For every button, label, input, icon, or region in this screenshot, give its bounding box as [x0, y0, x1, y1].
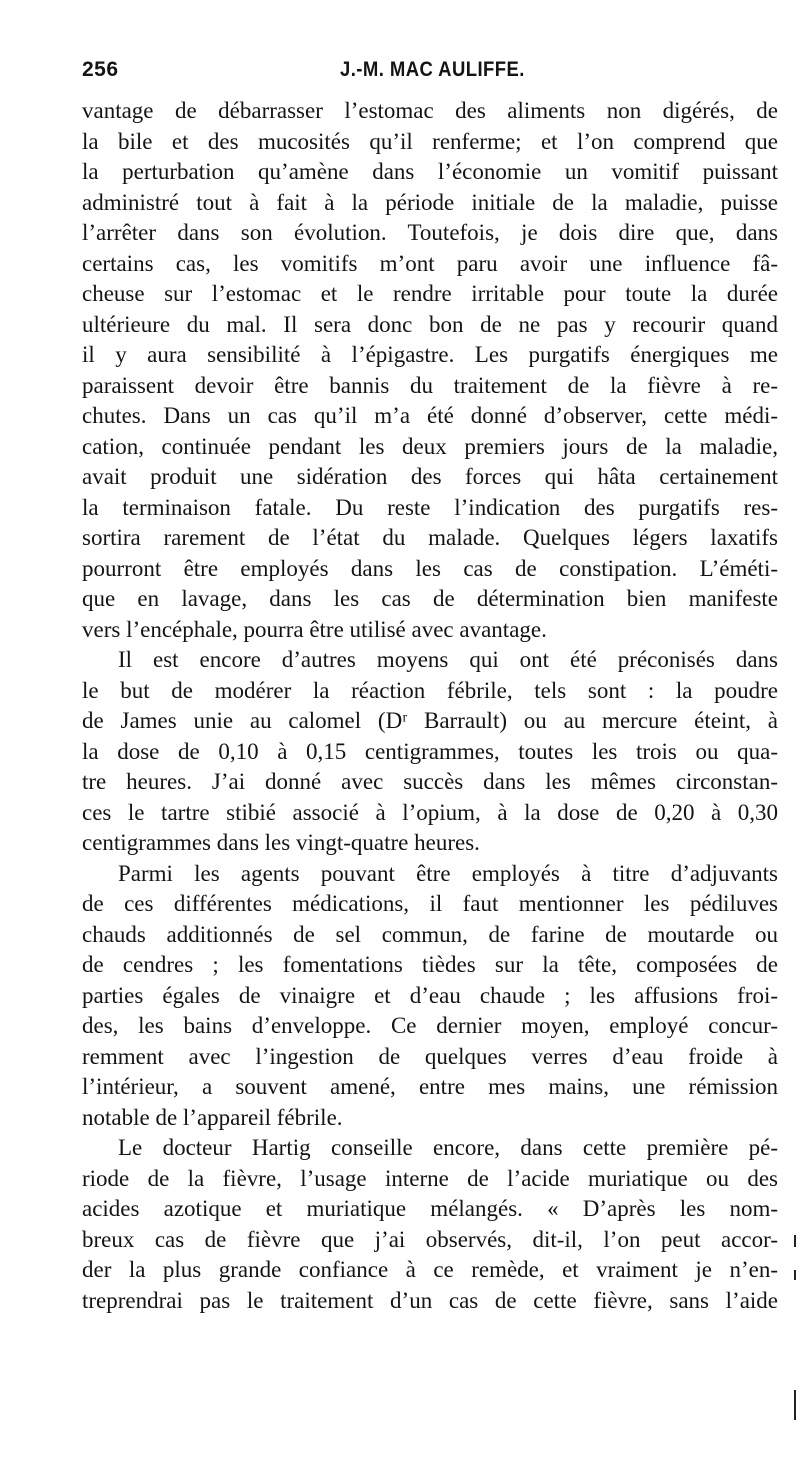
text-line: certains cas, les vomitifs m’ont paru avoir une influence fâ- — [82, 250, 778, 276]
text-line: breux cas de fièvre que j’ai observés, dit-il, l’on peut accor- — [82, 1226, 778, 1252]
text-line: cheuse sur l’estomac et le rendre irritable pour toute la durée — [82, 281, 778, 306]
body-text — [82, 96, 778, 1316]
text-line: la dose de 0,10 à 0,15 centigrammes, toutes les trois ou qua- — [82, 738, 778, 764]
text-line: Il est encore d’autres moyens qui ont été préconisés dans — [118, 647, 778, 672]
text-line: remment avec l’ingestion de quelques verres d’eau froide à — [82, 1043, 778, 1069]
text-line: ultérieure du mal. Il sera donc bon de ne pas y recourir quand — [82, 311, 778, 337]
text-line: chauds additionnés de sel commun, de farine de moutarde ou — [82, 921, 778, 947]
text-line: centigrammes dans les vingt-quatre heures. — [82, 830, 480, 855]
scan-edge-mark — [794, 1390, 796, 1420]
text-line: l’intérieur, a souvent amené, entre mes mains, une rémission — [82, 1074, 778, 1099]
text-line: que en lavage, dans les cas de détermination bien manifeste — [82, 586, 778, 611]
text-line: l’arrêter dans son évolution. Toutefois, je dois dire que, dans — [82, 220, 778, 245]
text-line: ces le tartre stibié associé à l’opium, à la dose de 0,20 à 0,30 — [82, 799, 778, 825]
text-line: administré tout à fait à la période initiale de la maladie, puisse — [82, 189, 778, 215]
text-line: de cendres ; les fomentations tièdes sur la tête, composées de — [82, 952, 778, 977]
text-line: acides azotique et muriatique mélangés. « D’après les nom- — [82, 1196, 778, 1221]
scan-edge-mark — [794, 1270, 796, 1280]
text-line: treprendrai pas le traitement d’un cas de cette fièvre, sans l’aide — [82, 1287, 778, 1313]
text-line: il y aura sensibilité à l’épigastre. Les purgatifs énergiques me — [82, 342, 778, 367]
text-line: vantage de débarrasser l’estomac des aliments non digérés, de — [82, 98, 778, 123]
text-line: chutes. Dans un cas qu’il m’a été donné d’observer, cette médi- — [82, 403, 778, 428]
text-line: der la plus grande confiance à ce remède, et vraiment je n’en- — [82, 1257, 778, 1282]
text-line: des, les bains d’enveloppe. Ce dernier moyen, employé concur- — [82, 1013, 778, 1038]
text-line: tre heures. J’ai donné avec succès dans les mêmes circonstan- — [82, 769, 778, 794]
text-line: de James unie au calomel (Dʳ Barrault) ou au mercure éteint, à — [82, 708, 778, 733]
scan-edge-mark — [794, 1235, 796, 1247]
text-line: Parmi les agents pouvant être employés à titre d’adjuvants — [118, 860, 778, 886]
page-header — [82, 58, 772, 88]
text-line: cation, continuée pendant les deux premiers jours de la maladie, — [82, 433, 778, 459]
text-line: riode de la fièvre, l’usage interne de l’acide muriatique ou des — [82, 1165, 778, 1191]
text-line: vers l’encéphale, pourra être utilisé avec avantage. — [82, 616, 547, 642]
page-number: 256 — [82, 58, 119, 81]
text-line: de ces différentes médications, il faut mentionner les pédiluves — [82, 891, 778, 916]
text-line: notable de l’appareil fébrile. — [82, 1104, 343, 1130]
text-line: la bile et des mucosités qu’il renferme; et l’on comprend que — [82, 128, 778, 154]
text-line: avait produit une sidération des forces qui hâta certainement — [82, 464, 778, 489]
text-line: sortira rarement de l’état du malade. Quelques légers laxatifs — [82, 525, 778, 550]
running-head: J.-M. MAC AULIFFE. — [340, 58, 525, 81]
text-line: pourront être employés dans les cas de constipation. L’éméti- — [82, 555, 778, 581]
text-line: la terminaison fatale. Du reste l’indication des purgatifs res- — [82, 494, 778, 520]
text-line: parties égales de vinaigre et d’eau chaude ; les affusions froi- — [82, 982, 778, 1008]
text-line: la perturbation qu’amène dans l’économie un vomitif puissant — [82, 159, 778, 184]
text-line: paraissent devoir être bannis du traitement de la fièvre à re- — [82, 372, 778, 398]
text-line: Le docteur Hartig conseille encore, dans cette première pé- — [118, 1135, 778, 1160]
text-line: le but de modérer la réaction fébrile, tels sont : la poudre — [82, 677, 778, 703]
